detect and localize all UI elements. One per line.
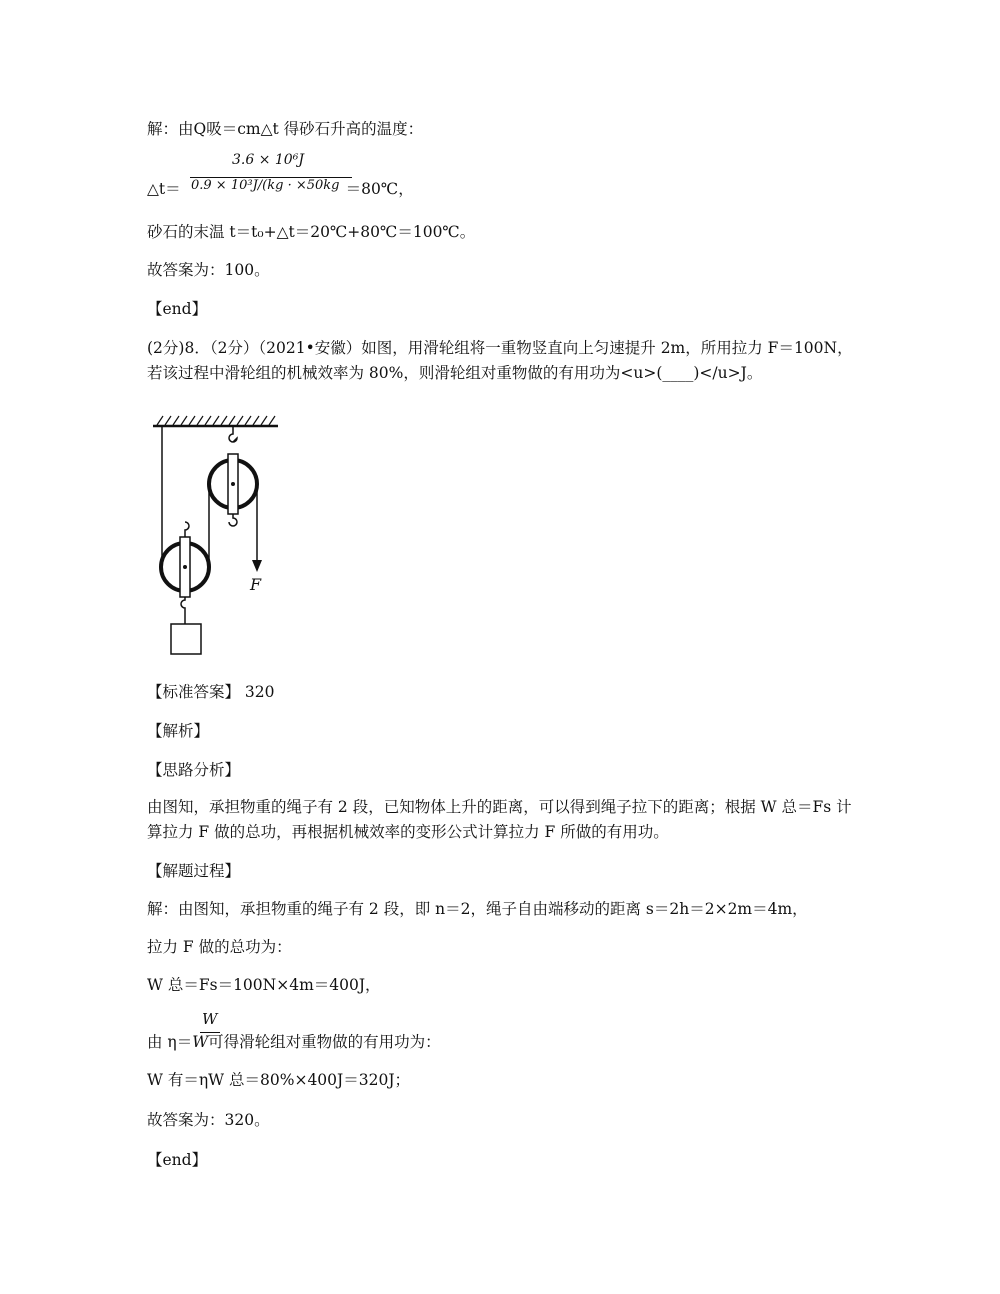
thinking-text: 由图知，承担物重的绳子有 2 段，已知物体上升的距离，可以得到绳子拉下的距离；根据 W 总＝Fs 计算拉力 F 做的总功，再根据机械效率的变形公式计算拉力 F 所做的有用功。 — [147, 798, 852, 841]
standard-answer: 【标准答案】 320 — [147, 683, 275, 701]
fraction-suffix: ＝80℃， — [345, 180, 414, 198]
fraction-numerator: 3.6 × 10⁶J — [232, 152, 304, 168]
top-hook — [229, 426, 237, 442]
force-arrow — [252, 560, 262, 572]
eta-denominator: W — [192, 1033, 209, 1051]
process-line-2: 拉力 F 做的总功为： — [147, 938, 292, 956]
process-line-5: W 有＝ηW 总＝80%×400J＝320J； — [147, 1071, 411, 1089]
process-line-1: 解：由图知，承担物重的绳子有 2 段，即 n＝2，绳子自由端移动的距离 s＝2h＝2×2m＝4m， — [147, 900, 808, 918]
eta-numerator: W — [202, 1010, 218, 1028]
solution-intro: 解：由Q吸＝cm△t 得砂石升高的温度： — [147, 120, 424, 138]
end-marker-2: 【end】 — [147, 1151, 208, 1169]
eta-suffix: 可得滑轮组对重物做的有用功为： — [208, 1033, 441, 1051]
question-text: (2分)8．（2分）（2021•安徽）如图，用滑轮组将一重物竖直向上匀速提升 2m，所用拉力 F＝100N，若该过程中滑轮组的机械效率为 80%，则滑轮组对重物做的有用功为<u>(____)</u>J。 — [147, 339, 853, 382]
fraction-prefix: △t＝ — [147, 180, 181, 198]
eta-prefix: 由 η＝ — [147, 1033, 193, 1051]
process-heading: 【解题过程】 — [147, 862, 241, 880]
eta-line — [147, 1031, 441, 1053]
weight-block — [171, 624, 201, 654]
end-marker-1: 【end】 — [147, 300, 208, 318]
thinking-heading: 【思路分析】 — [147, 761, 241, 779]
movable-pulley-bottom-hook — [181, 597, 185, 624]
final-temperature: 砂石的末温 t＝t₀+△t＝20℃+80℃＝100℃。 — [147, 223, 476, 241]
answer-1: 故答案为：100。 — [147, 261, 270, 279]
process-line-3: W 总＝Fs＝100N×4m＝400J， — [147, 976, 381, 994]
ceiling-hatch — [157, 416, 275, 425]
fixed-pulley-axle — [231, 482, 235, 486]
fraction-denominator: 0.9 × 10³J/(kg · ×50kg — [191, 178, 340, 193]
force-label: F — [250, 575, 262, 594]
analysis-heading: 【解析】 — [147, 722, 210, 740]
movable-pulley-top-hook — [185, 522, 189, 538]
movable-pulley-axle — [183, 565, 187, 569]
fixed-pulley-bottom-hook — [229, 514, 237, 526]
pulley-figure — [145, 412, 285, 662]
answer-2: 故答案为：320。 — [147, 1111, 270, 1129]
